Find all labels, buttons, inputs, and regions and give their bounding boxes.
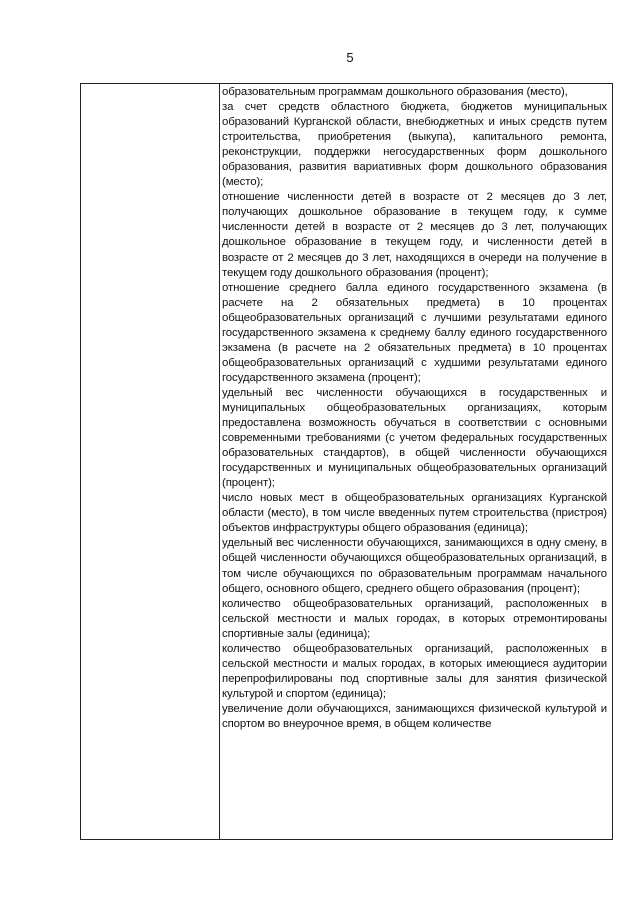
column-divider [219,84,220,839]
paragraph: удельный вес численности обучающихся в государственных и муниципальных общеобразовательных организациях, которым предоставлена возможность обучаться в соответствии с основными современными требованиями (с учетом федеральных государственных образовательных стандартов), в общей численности обучающихся государственных и муниципальных общеобразовательных организаций (процент); [222,386,607,490]
paragraph: количество общеобразовательных организаций, расположенных в сельской местности и малых городах, в которых имеющиеся аудитории перепрофилированы под спортивные залы для занятия физической культурой и спортом (единица); [222,642,607,700]
paragraph: отношение численности детей в возрасте от 2 месяцев до 3 лет, получающих дошкольное образование в текущем году, к сумме численности детей в возрасте от 2 месяцев до 3 лет, получающих дошкольное образование в текущем году, и численности детей в возрасте от 2 месяцев до 3 лет, находящихся в очереди на получение в текущем году дошкольного образования (процент); [222,191,607,279]
paragraph: число новых мест в общеобразовательных организациях Курганской области (место), в том числе введенных путем строительства (пристроя) объектов инфраструктуры общего образования (единица); [222,492,607,535]
paragraph: за счет средств областного бюджета, бюджетов муниципальных образований Курганской области, внебюджетных и иных средств путем строительства, приобретения (выкупа), капитального ремонта, реконструкции, поддержки негосударственных форм дошкольного образования, развития вариативных форм дошкольного образования (место); [222,101,607,189]
paragraph: удельный вес численности обучающихся, занимающихся в одну смену, в общей численности обучающихся общеобразовательных организаций, в том числе обучающихся по образовательным программам начального общего, основного общего, среднего общего образования (процент); [222,537,607,595]
paragraph: образовательным программам дошкольного образования (место), [222,86,568,98]
paragraph: увеличение доли обучающихся, занимающихся физической культурой и спортом во внеурочное время, в общем количестве [222,702,607,730]
page-number: 5 [346,50,354,65]
paragraph: отношение среднего балла единого государственного экзамена (в расчете на 2 обязательных предмета) в 10 процентах общеобразовательных организаций с лучшими результатами единого государственного экзамена к среднему баллу единого государственного экзамена (в расчете на 2 обязательных предмета) в 10 процентах общеобразовательных организаций с худшими результатами единого государственного экзамена (процент); [222,281,607,384]
content-table [80,83,613,840]
table-right-cell [222,85,607,732]
paragraph: количество общеобразовательных организаций, расположенных в сельской местности и малых городах, в которых отремонтированы спортивные залы (единица); [222,597,607,640]
